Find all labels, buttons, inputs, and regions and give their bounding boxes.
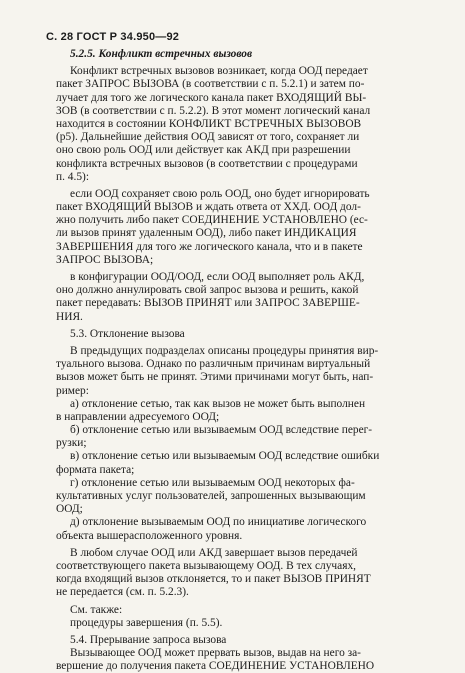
text-line: конфликта встречных вызовов (в соответствии с процедурами: [56, 157, 358, 170]
text-line: НИЯ.: [56, 310, 83, 323]
text-line: находится в состоянии КОНФЛИКТ ВСТРЕЧНЫХ ВЫЗОВОВ: [56, 117, 362, 130]
text-line: Вызывающее ООД может прервать вызов, выдав на него за-: [70, 647, 361, 660]
text-line: культативных услуг пользователей, запрошенных вызывающим: [56, 490, 366, 502]
text-line: ЗОВ (в соответствии с п. 5.2.2). В этот момент логический канал: [56, 104, 371, 117]
text-line: ример:: [56, 384, 89, 397]
text-line: объекта вышерасположенного уровня.: [56, 529, 243, 542]
text-line: в конфигурации ООД/ООД, если ООД выполняет роль АКД,: [70, 271, 365, 283]
text-line: См. также:: [70, 603, 123, 616]
text-line: п. 4.5):: [56, 170, 89, 183]
text-line: 5.2.5. Конфликт встречных вызовов: [70, 48, 253, 60]
text-line: жно получить либо пакет СОЕДИНЕНИЕ УСТАНОВЛЕНО (ес-: [56, 214, 368, 227]
text-line: 5.3. Отклонение вызова: [70, 327, 185, 340]
text-line: ЗАПРОС ВЫЗОВА;: [56, 253, 154, 266]
text-line: В любом случае ООД или АКД завершает вызов передачей: [70, 546, 358, 559]
text-line: процедуры завершения (п. 5.5).: [70, 616, 223, 629]
text-line: рузки;: [56, 437, 87, 450]
text-line: В предыдущих подразделах описаны процедуры принятия вир-: [70, 344, 379, 357]
text-line: лучает для того же логического канала пакет ВХОДЯЩИЙ ВЫ-: [56, 91, 367, 104]
text-line: в) отклонение сетью или вызываемым ООД вследствие ошибки: [70, 450, 380, 463]
text-line: вызов может быть не принят. Этими причинами могут быть, нап-: [56, 371, 374, 384]
text-line: пакет ЗАПРОС ВЫЗОВА (в соответствии с п. 5.2.1) и затем по-: [56, 78, 365, 91]
text-line: в направлении адресуемого ООД;: [56, 410, 220, 423]
text-line: оно свою роль ООД или действует как АКД при разрешении: [56, 144, 351, 157]
text-line: Конфликт встречных вызовов возникает, когда ООД передает: [70, 65, 368, 78]
text-line: туального вызова. Однако по различным причинам виртуальный: [56, 358, 371, 371]
text-line: оно должно аннулировать свой запрос вызова и решить, какой: [56, 284, 359, 297]
document-body: [56, 48, 420, 673]
text-line: соответствующего пакета вызывающему ООД. В тех случаях,: [56, 559, 356, 572]
text-line: формата пакета;: [56, 463, 135, 476]
text-line: пакет ВХОДЯЩИЙ ВЫЗОВ и ждать ответа от ХХД. ООД дол-: [56, 201, 361, 214]
text-line: вершение до получения пакета СОЕДИНЕНИЕ УСТАНОВЛЕНО: [56, 660, 375, 673]
text-line: пакет передавать: ВЫЗОВ ПРИНЯТ или ЗАПРОС ЗАВЕРШЕ-: [56, 297, 360, 310]
text-line: не передается (см. п. 5.2.3).: [56, 586, 189, 599]
text-line: б) отклонение сетью или вызываемым ООД вследствие перег-: [70, 424, 373, 437]
text-line: (р5). Дальнейшие действия ООД зависят от того, сохраняет ли: [56, 131, 360, 144]
text-line: ООД;: [56, 503, 83, 516]
text-line: а) отклонение сетью, так как вызов не может быть выполнен: [70, 397, 366, 410]
text-line: если ООД сохраняет свою роль ООД, оно будет игнорировать: [70, 187, 370, 200]
page-header: С. 28 ГОСТ Р 34.950—92: [46, 31, 180, 43]
text-line: когда входящий вызов отклоняется, то и пакет ВЫЗОВ ПРИНЯТ: [56, 573, 371, 586]
text-line: г) отклонение сетью или вызываемым ООД некоторых фа-: [70, 476, 355, 489]
text-line: 5.4. Прерывание запроса вызова: [70, 633, 227, 646]
text-line: д) отклонение вызываемым ООД по инициативе логического: [70, 516, 367, 529]
text-line: ли вызов принят удаленным ООД), либо пакет ИНДИКАЦИЯ: [56, 227, 357, 240]
text-line: ЗАВЕРШЕНИЯ для того же логического канала, что и в пакете: [56, 240, 363, 253]
